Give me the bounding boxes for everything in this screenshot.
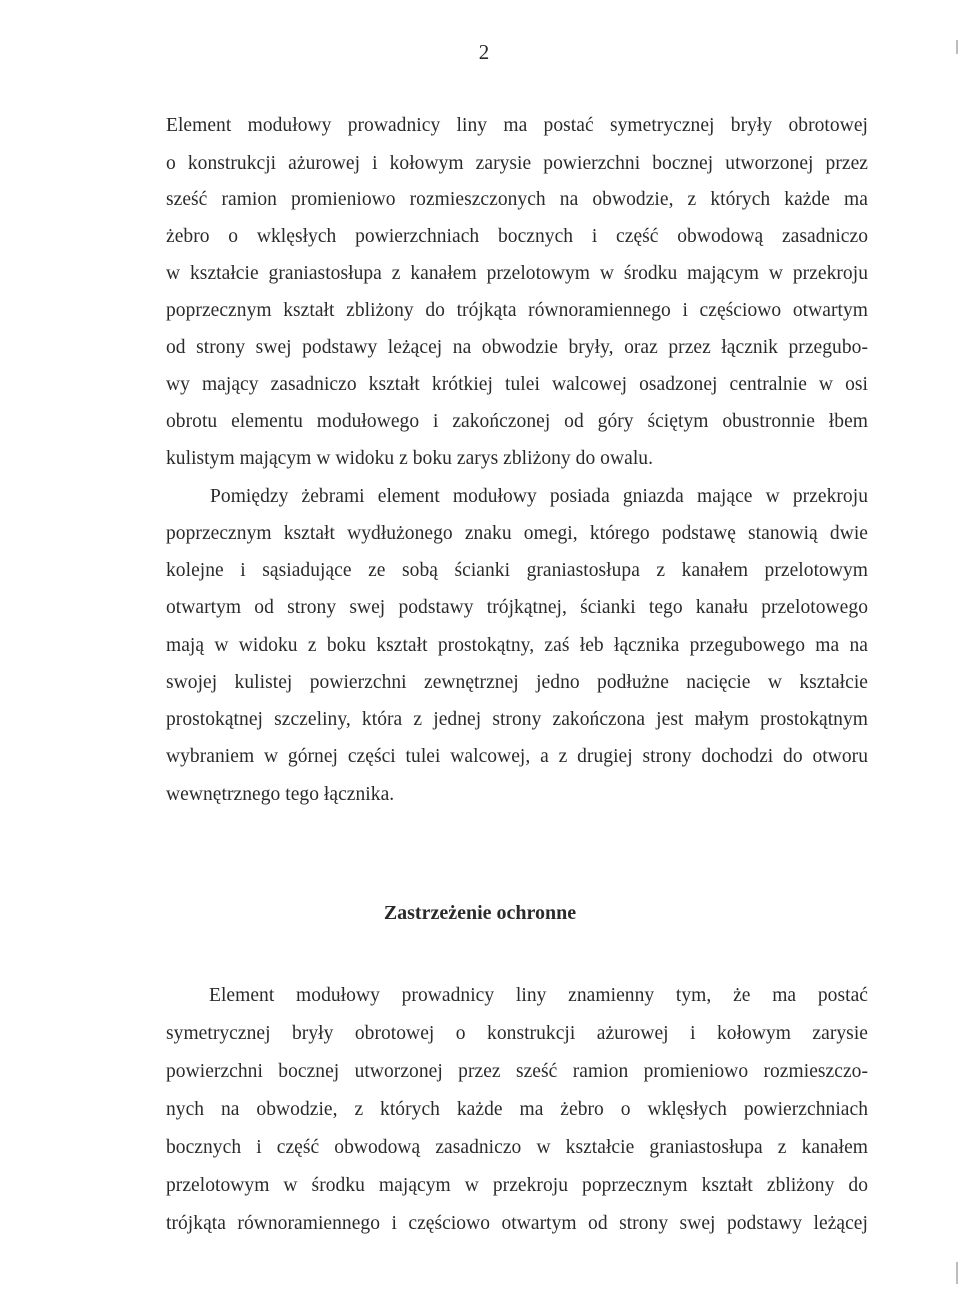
- text-line: Element modułowy prowadnicy liny ma postać symetrycznej bryły obrotowej: [166, 115, 868, 136]
- text-line: wy mający zasadniczo kształt krótkiej tulei walcowej osadzonej centralnie w osi: [166, 374, 868, 395]
- text-line: poprzecznym kształt wydłużonego znaku omegi, którego podstawę stanowią dwie: [166, 523, 868, 544]
- text-line: o konstrukcji ażurowej i kołowym zarysie powierzchni bocznej utworzonej przez: [166, 153, 868, 174]
- text-line: prostokątnej szczeliny, która z jednej strony zakończona jest małym prostokątnym: [166, 709, 868, 730]
- text-line: kolejne i sąsiadujące ze sobą ścianki graniastosłupa z kanałem przelotowym: [166, 560, 868, 581]
- claims-heading: Zastrzeżenie ochronne: [383, 902, 577, 924]
- text-line: żebro o wklęsłych powierzchniach bocznych i część obwodową zasadniczo: [166, 226, 868, 247]
- text-line: mają w widoku z boku kształt prostokątny, zaś łeb łącznika przegubowego ma na: [166, 635, 868, 656]
- text-line: Pomiędzy żebrami element modułowy posiada gniazda mające w przekroju: [210, 486, 868, 507]
- text-line: poprzecznym kształt zbliżony do trójkąta równoramiennego i częściowo otwartym: [166, 300, 868, 321]
- page-number: 2: [478, 40, 490, 64]
- text-line: od strony swej podstawy leżącej na obwodzie bryły, oraz przez łącznik przegubo-: [166, 337, 868, 358]
- text-line: przelotowym w środku mającym w przekroju poprzecznym kształt zbliżony do: [166, 1175, 868, 1196]
- text-line: symetrycznej bryły obrotowej o konstrukcji ażurowej i kołowym zarysie: [166, 1023, 868, 1044]
- text-line: obrotu elementu modułowego i zakończonej od góry ściętym obustronnie łbem: [166, 411, 868, 432]
- scan-edge-mark: [956, 1262, 958, 1284]
- text-line: Element modułowy prowadnicy liny znamienny tym, że ma postać: [209, 985, 868, 1006]
- text-line: wewnętrznego tego łącznika.: [166, 784, 395, 805]
- text-line: kulistym mającym w widoku z boku zarys zbliżony do owalu.: [166, 448, 654, 469]
- text-line: sześć ramion promieniowo rozmieszczonych na obwodzie, z których każde ma: [166, 189, 868, 210]
- text-line: wybraniem w górnej części tulei walcowej, a z drugiej strony dochodzi do otworu: [166, 746, 868, 767]
- text-line: trójkąta równoramiennego i częściowo otwartym od strony swej podstawy leżącej: [166, 1213, 868, 1234]
- text-line: otwartym od strony swej podstawy trójkątnej, ścianki tego kanału przelotowego: [166, 597, 868, 618]
- scan-edge-mark: [956, 40, 958, 54]
- text-line: powierzchni bocznej utworzonej przez sześć ramion promieniowo rozmieszczo-: [166, 1061, 868, 1082]
- text-line: swojej kulistej powierzchni zewnętrznej jedno podłużne nacięcie w kształcie: [166, 672, 868, 693]
- text-line: w kształcie graniastosłupa z kanałem przelotowym w środku mającym w przekroju: [166, 263, 868, 284]
- text-line: nych na obwodzie, z których każde ma żebro o wklęsłych powierzchniach: [166, 1099, 868, 1120]
- text-line: bocznych i część obwodową zasadniczo w kształcie graniastosłupa z kanałem: [166, 1137, 868, 1158]
